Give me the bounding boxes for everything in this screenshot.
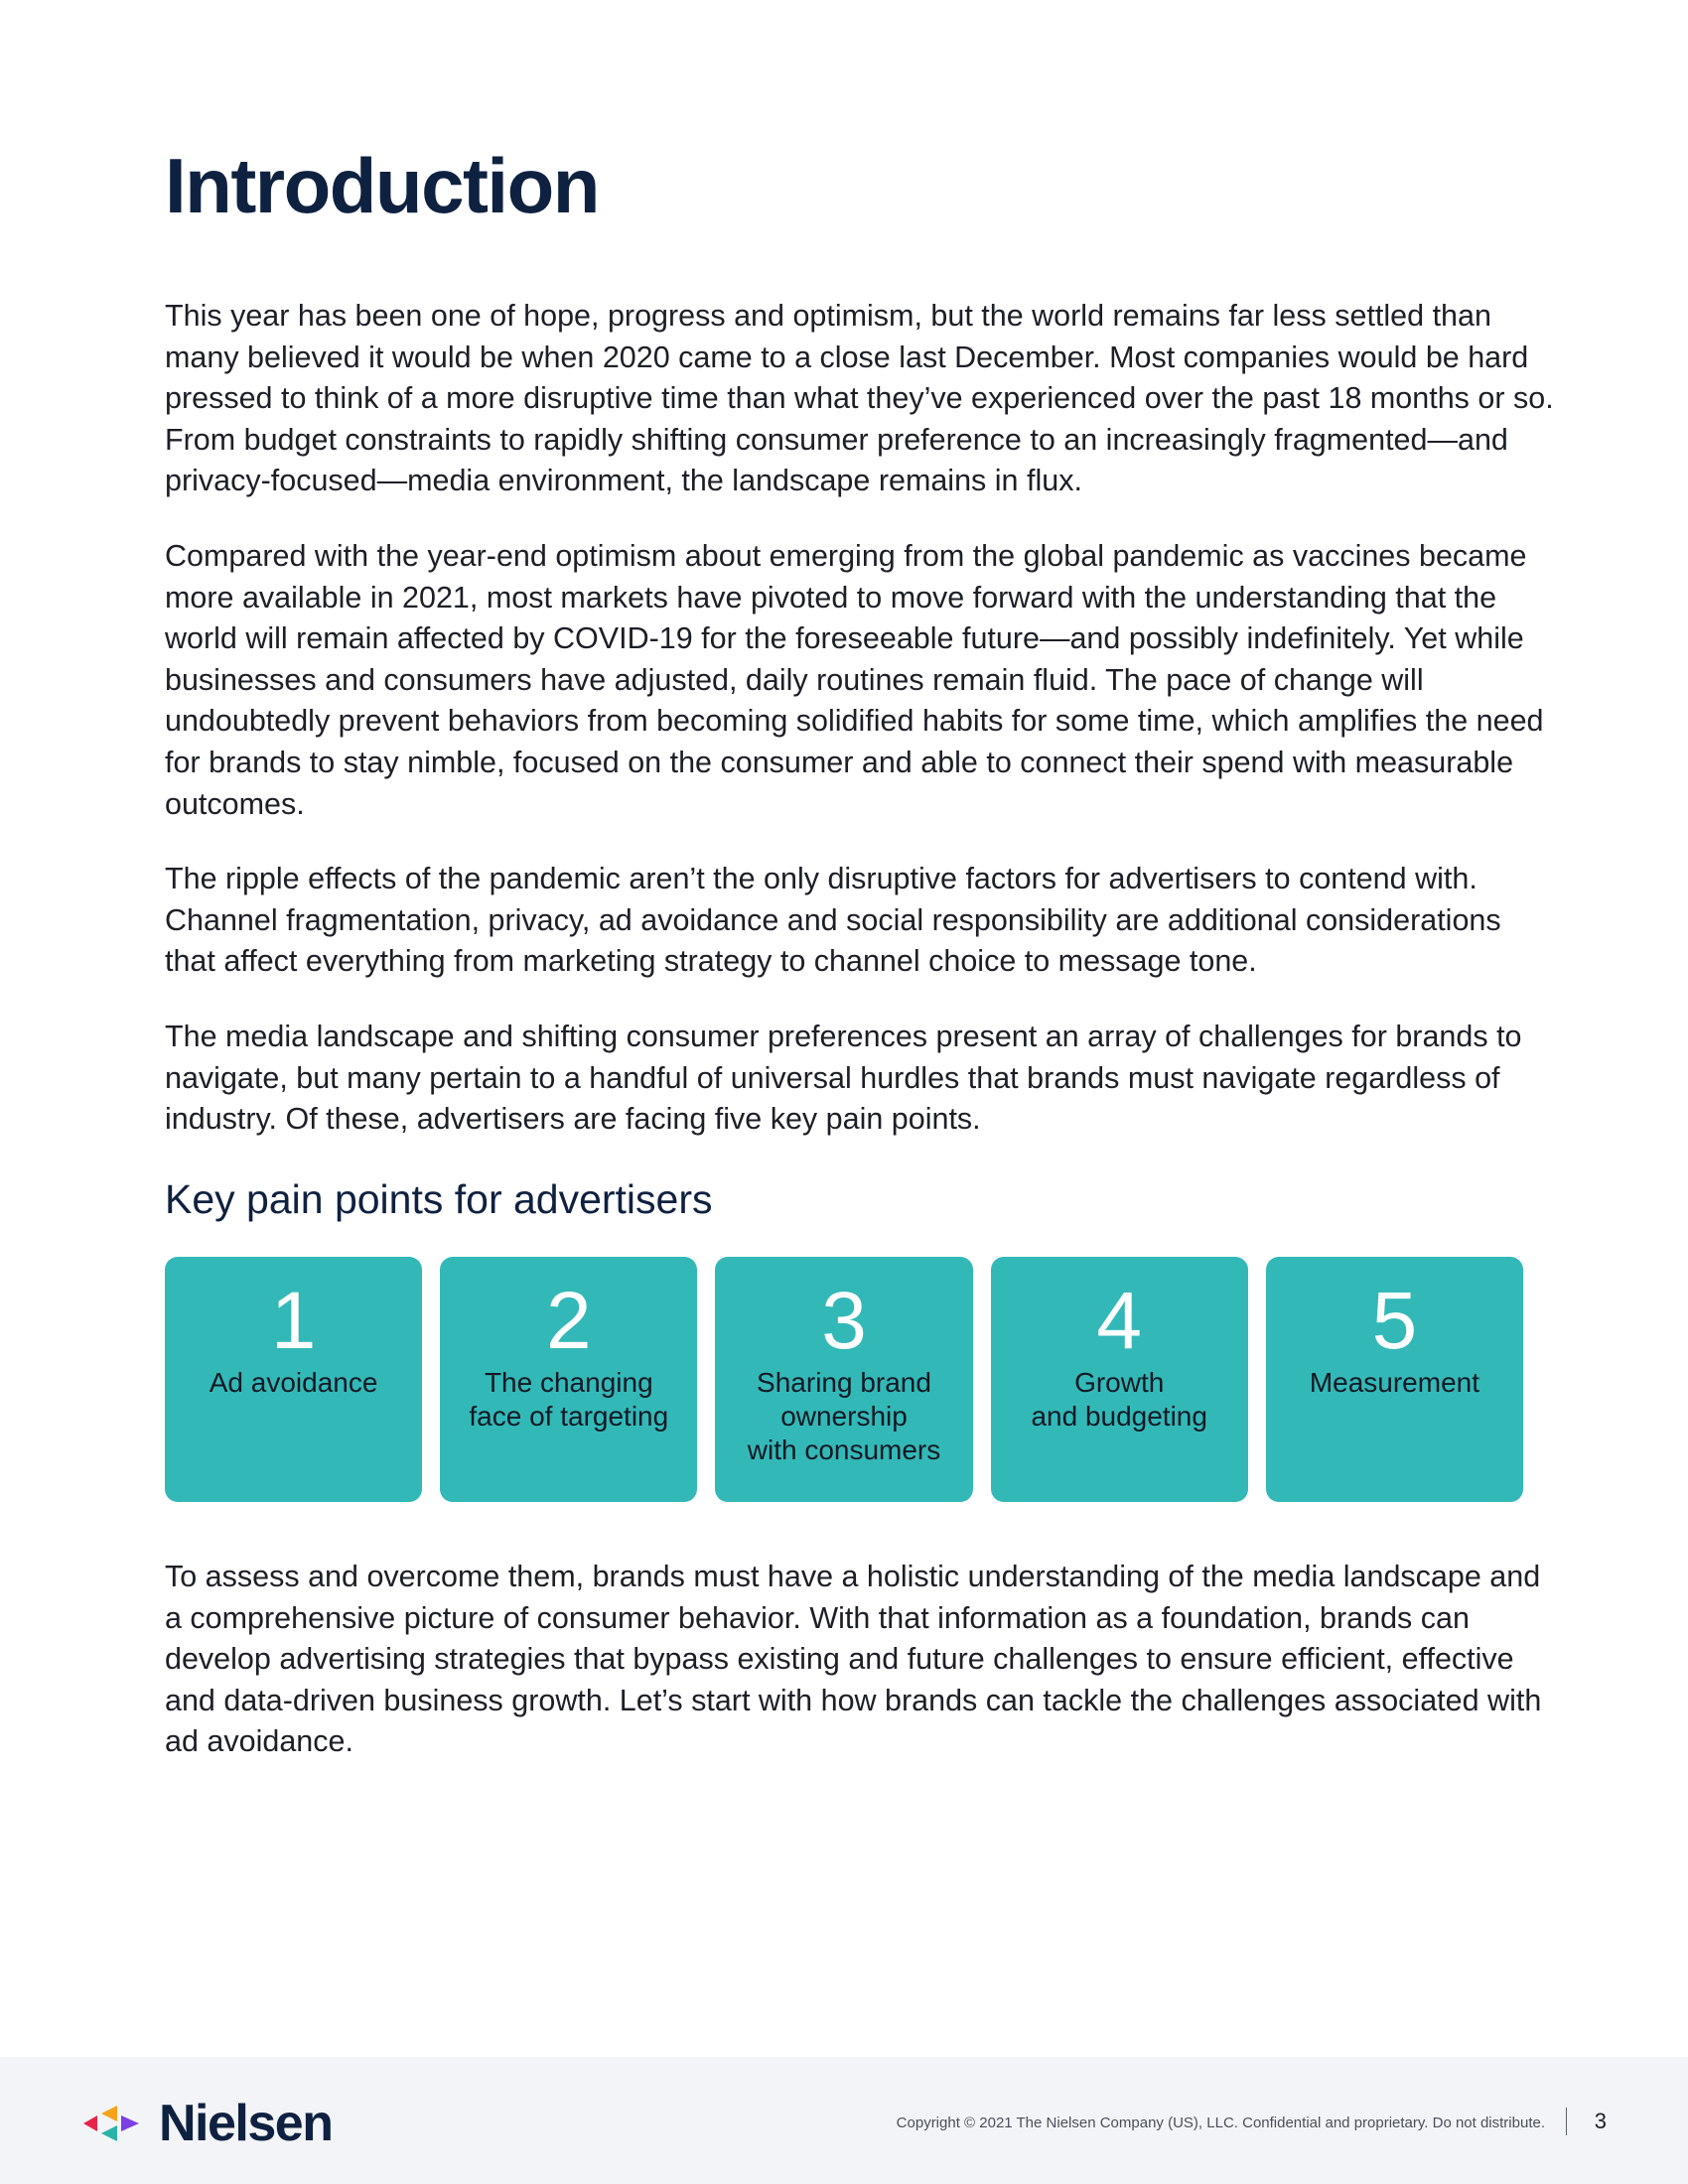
nielsen-logo xyxy=(81,2097,332,2150)
pain-point-number: 3 xyxy=(821,1276,867,1366)
logo-wordmark: Nielsen xyxy=(159,2095,333,2152)
pain-point-label: Sharing brand ownership with consumers xyxy=(747,1367,941,1465)
pain-point-card-3 xyxy=(715,1257,972,1502)
copyright-notice: Copyright © 2021 The Nielsen Company (US), LLC. Confidential and proprietary. Do not distribute. xyxy=(896,2115,1545,2131)
footer-divider xyxy=(1566,2108,1567,2135)
pain-point-label: Measurement xyxy=(1309,1367,1479,1398)
page-title: Introduction xyxy=(165,142,599,229)
pain-point-number: 4 xyxy=(1096,1276,1143,1366)
pain-point-number: 5 xyxy=(1371,1276,1418,1366)
page-footer xyxy=(0,2057,1688,2184)
pain-point-card-4 xyxy=(991,1257,1248,1502)
pain-points-cards xyxy=(165,1257,1523,1502)
intro-paragraph-2: Compared with the year-end optimism about emerging from the global pandemic as vaccines became more available in 2021, most markets have pivoted to move forward with the understanding that the world will remain affected by COVID-19 for the foreseeable future—and possibly indefinitely. Yet while businesses and consumers have adjusted, daily routines remain fluid. The pace of change will undoubtedly prevent behaviors from becoming solidified habits for some time, which amplifies the need for brands to stay nimble, focused on the consumer and able to connect their spend with measurable outcomes. xyxy=(165,539,1544,821)
pain-point-number: 2 xyxy=(546,1276,592,1366)
closing-paragraph: To assess and overcome them, brands must have a holistic understanding of the media landscape and a comprehensive picture of consumer behavior. With that information as a foundation, brands can develop advertising strategies that bypass existing and future challenges to ensure efficient, effective and data-driven business growth. Let’s start with how brands can tackle the challenges associated with ad avoidance. xyxy=(165,1560,1542,1759)
intro-paragraph-3: The ripple effects of the pandemic aren’t the only disruptive factors for advertisers to contend with. Channel fragmentation, privacy, ad avoidance and social responsibility are additional considerations that affect everything from marketing strategy to channel choice to message tone. xyxy=(165,862,1501,979)
intro-paragraph-1: This year has been one of hope, progress and optimism, but the world remains far less settled than many believed it would be when 2020 came to a close last December. Most companies would be hard pressed to think of a more disruptive time than what they’ve experienced over the past 18 months or so. From budget constraints to rapidly shifting consumer preference to an increasingly fragmented—and privacy-focused—media environment, the landscape remains in flux. xyxy=(165,299,1554,498)
page-number: 3 xyxy=(1594,2109,1607,2133)
pain-point-card-2 xyxy=(440,1257,697,1502)
pain-point-card-1 xyxy=(165,1257,422,1502)
pain-point-label: Ad avoidance xyxy=(209,1367,378,1398)
pain-point-number: 1 xyxy=(270,1276,317,1366)
pain-point-label: The changing face of targeting xyxy=(469,1367,669,1432)
pain-points-heading: Key pain points for advertisers xyxy=(165,1176,713,1222)
pain-point-card-5 xyxy=(1266,1257,1523,1502)
nielsen-logo-icon xyxy=(81,2100,151,2147)
pain-point-label: Growth and budgeting xyxy=(1031,1367,1207,1432)
intro-paragraph-4: The media landscape and shifting consumer preferences present an array of challenges for brands to navigate, but many pertain to a handful of universal hurdles that brands must navigate regardless of industry. Of these, advertisers are facing five key pain points. xyxy=(165,1020,1522,1137)
